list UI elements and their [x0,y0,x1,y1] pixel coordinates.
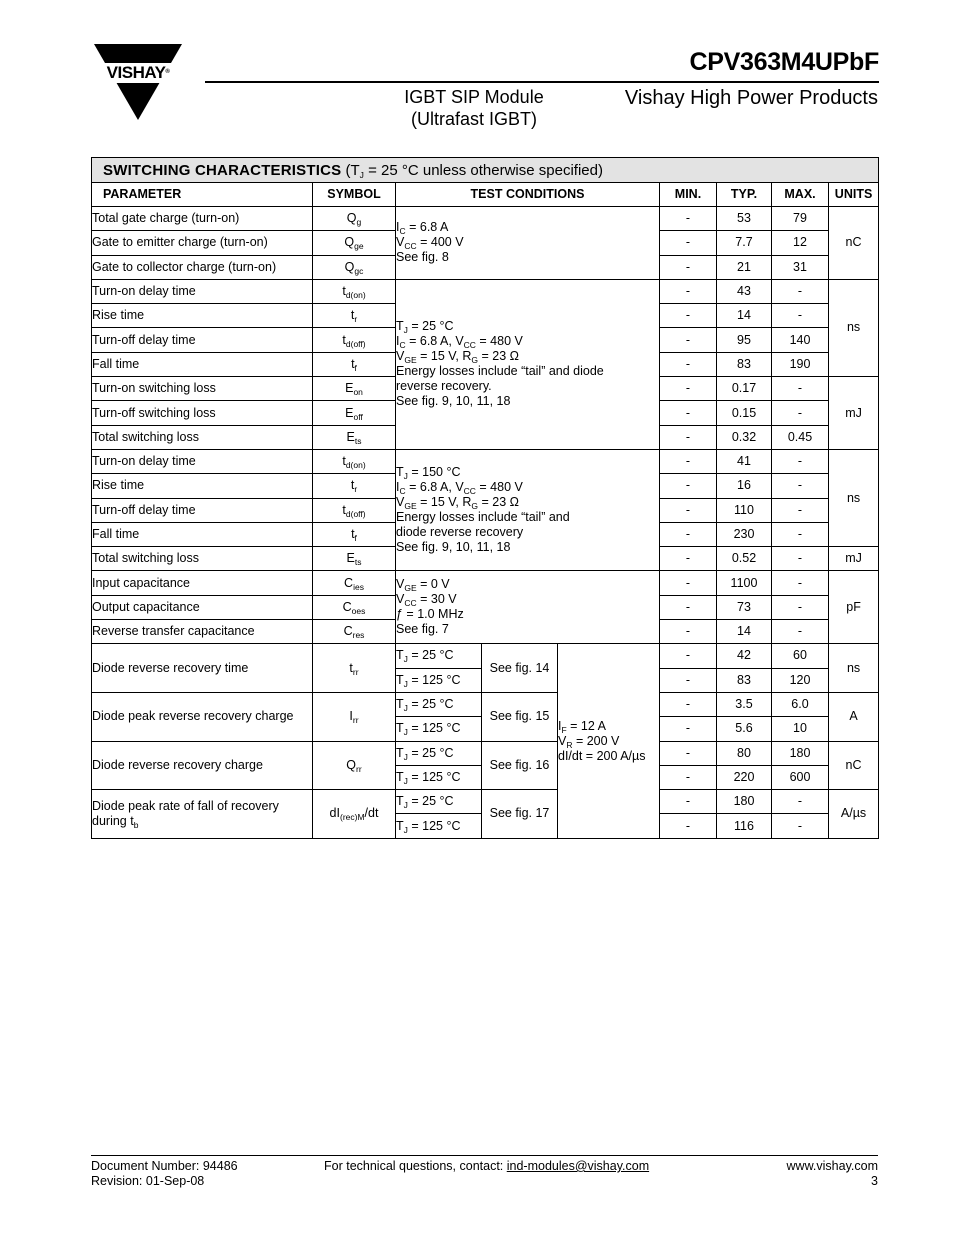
vishay-logo [92,44,184,120]
symbol-cell: $t_r$ [313,474,396,498]
max-cell: - [772,377,829,401]
min-cell: - [660,595,717,619]
typ-cell: 5.6 [717,717,772,741]
max-cell: 79 [772,207,829,231]
min-cell: - [660,255,717,279]
condition-tj: $T_J = 125$ °C [396,765,482,789]
revision: Revision: 01-Sep-08 [91,1174,205,1188]
max-cell: 140 [772,328,829,352]
symbol-cell: $E_{off}$ [313,401,396,425]
registered-mark: ® [165,69,170,75]
max-cell: - [772,401,829,425]
parameter-cell: Total switching loss [92,547,313,571]
parameter-cell: Gate to emitter charge (turn-on) [92,231,313,255]
parameter-cell: Rise time [92,474,313,498]
typ-cell: 80 [717,741,772,765]
parameter-cell: Output capacitance [92,595,313,619]
test-conditions-switching-150c: $T_J = 150$ °C $I_C = 6.8$ A, $V_{CC} = 480$ V $V_{GE} = 15$ V, $R_G = 23$ Ω Energy losses include “tail” and diode reverse recovery See fig. 9, 10, 11, 18 [396,449,660,570]
max-cell: - [772,571,829,595]
min-cell: - [660,425,717,449]
footer-contact [324,1159,649,1174]
symbol-cell: $dI_{(rec)M}/dt$ [313,790,396,839]
max-cell: 31 [772,255,829,279]
table-row [92,741,879,765]
units-cell: ns [829,449,879,546]
min-cell: - [660,692,717,716]
subtitle-line-2: (Ultrafast IGBT) [410,109,537,129]
min-cell: - [660,328,717,352]
footer-site-info [787,1159,878,1189]
typ-cell: 1100 [717,571,772,595]
parameter-cell: Turn-off delay time [92,328,313,352]
typ-cell: 21 [717,255,772,279]
table-header-row [92,183,879,207]
condition-tj: $T_J = 25$ °C [396,741,482,765]
symbol-cell: $C_{res}$ [313,620,396,644]
max-cell: - [772,595,829,619]
table-row [92,207,879,231]
condition-figure-ref: See fig. 14 [482,644,558,693]
test-conditions-capacitance: $V_{GE} = 0$ V $V_{CC} = 30$ V ƒ = 1.0 MHz See fig. 7 [396,571,660,644]
typ-cell: 110 [717,498,772,522]
symbol-cell: $t_f$ [313,352,396,376]
col-header-max: MAX. [772,183,829,207]
max-cell: 180 [772,741,829,765]
max-cell: 190 [772,352,829,376]
switching-characteristics-table [91,157,879,839]
parameter-cell: Turn-on switching loss [92,377,313,401]
units-cell: mJ [829,377,879,450]
footer-rule [91,1155,878,1156]
typ-cell: 41 [717,449,772,473]
footer-document-info [91,1159,238,1189]
condition-tj: $T_J = 125$ °C [396,717,482,741]
min-cell: - [660,231,717,255]
condition-tj: $T_J = 125$ °C [396,668,482,692]
typ-cell: 95 [717,328,772,352]
symbol-cell: $t_r$ [313,304,396,328]
min-cell: - [660,644,717,668]
min-cell: - [660,449,717,473]
min-cell: - [660,207,717,231]
parameter-cell: Diode peak reverse recovery charge [92,692,313,741]
document-number: Document Number: 94486 [91,1159,238,1173]
min-cell: - [660,352,717,376]
symbol-cell: $E_{on}$ [313,377,396,401]
part-number: CPV363M4UPbF [689,48,879,76]
min-cell: - [660,620,717,644]
typ-cell: 43 [717,279,772,303]
parameter-cell: Input capacitance [92,571,313,595]
typ-cell: 116 [717,814,772,838]
symbol-cell: $t_{d(off)}$ [313,328,396,352]
table-row [92,692,879,716]
typ-cell: 0.17 [717,377,772,401]
typ-cell: 0.52 [717,547,772,571]
parameter-cell: Total gate charge (turn-on) [92,207,313,231]
brand-name: Vishay High Power Products [624,87,878,109]
parameter-cell: Reverse transfer capacitance [92,620,313,644]
table-row [92,449,879,473]
min-cell: - [660,377,717,401]
website-link[interactable]: www.vishay.com [786,1159,878,1173]
symbol-cell: $t_{d(on)}$ [313,279,396,303]
symbol-cell: $C_{oes}$ [313,595,396,619]
units-cell: pF [829,571,879,644]
table-row [92,571,879,595]
parameter-cell: Diode peak rate of fall of recovery during $t_b$ [92,790,313,839]
typ-cell: 53 [717,207,772,231]
max-cell: 600 [772,765,829,789]
min-cell: - [660,571,717,595]
typ-cell: 16 [717,474,772,498]
condition-tj: $T_J = 125$ °C [396,814,482,838]
test-conditions-gate-charge: $I_C = 6.8$ A $V_{CC} = 400$ V See fig. 8 [396,207,660,280]
max-cell: 120 [772,668,829,692]
min-cell: - [660,668,717,692]
max-cell: 6.0 [772,692,829,716]
col-header-parameter: PARAMETER [92,183,313,207]
symbol-cell: $Q_{gc}$ [313,255,396,279]
parameter-cell: Diode reverse recovery charge [92,741,313,790]
contact-label: For technical questions, contact: [324,1159,507,1173]
units-cell: mJ [829,547,879,571]
units-cell: A/µs [829,790,879,839]
table-row [92,279,879,303]
condition-tj: $T_J = 25$ °C [396,692,482,716]
min-cell: - [660,741,717,765]
typ-cell: 0.32 [717,425,772,449]
col-header-test-conditions: TEST CONDITIONS [396,183,660,207]
parameter-cell: Fall time [92,522,313,546]
max-cell: 12 [772,231,829,255]
min-cell: - [660,814,717,838]
min-cell: - [660,304,717,328]
parameter-cell: Gate to collector charge (turn-on) [92,255,313,279]
max-cell: - [772,498,829,522]
typ-cell: 83 [717,352,772,376]
min-cell: - [660,474,717,498]
parameter-cell: Turn-on delay time [92,279,313,303]
symbol-cell: $E_{ts}$ [313,425,396,449]
condition-figure-ref: See fig. 17 [482,790,558,839]
symbol-cell: $Q_{rr}$ [313,741,396,790]
min-cell: - [660,790,717,814]
col-header-typ: TYP. [717,183,772,207]
parameter-cell: Turn-off switching loss [92,401,313,425]
parameter-cell: Diode reverse recovery time [92,644,313,693]
table-row [92,644,879,668]
symbol-cell: $I_{rr}$ [313,692,396,741]
max-cell: 60 [772,644,829,668]
col-header-symbol: SYMBOL [313,183,396,207]
typ-cell: 7.7 [717,231,772,255]
min-cell: - [660,522,717,546]
condition-tj: $T_J = 25$ °C [396,644,482,668]
test-conditions-switching-25c: $T_J = 25$ °C $I_C = 6.8$ A, $V_{CC} = 480$ V $V_{GE} = 15$ V, $R_G = 23$ Ω Energy losses include “tail” and diode reverse recovery. See fig. 9, 10, 11, 18 [396,279,660,449]
contact-email-link[interactable]: ind-modules@vishay.com [506,1159,650,1173]
symbol-cell: $t_{d(off)}$ [313,498,396,522]
symbol-cell: $t_f$ [313,522,396,546]
typ-cell: 42 [717,644,772,668]
units-cell: nC [829,741,879,790]
typ-cell: 0.15 [717,401,772,425]
units-cell: ns [829,644,879,693]
parameter-cell: Turn-on delay time [92,449,313,473]
symbol-cell: $Q_g$ [313,207,396,231]
document-subtitle [392,86,556,130]
max-cell: - [772,449,829,473]
min-cell: - [660,765,717,789]
page-number: 3 [871,1174,878,1188]
symbol-cell: $t_{rr}$ [313,644,396,693]
max-cell: 0.45 [772,425,829,449]
min-cell: - [660,717,717,741]
symbol-cell: $Q_{ge}$ [313,231,396,255]
typ-cell: 180 [717,790,772,814]
col-header-min: MIN. [660,183,717,207]
max-cell: - [772,620,829,644]
max-cell: - [772,814,829,838]
test-conditions-diode: $I_F = 12$ A $V_R = 200$ V dI/dt = 200 A/µs [558,644,660,838]
min-cell: - [660,498,717,522]
col-header-units: UNITS [829,183,879,207]
table-row [92,790,879,814]
condition-figure-ref: See fig. 16 [482,741,558,790]
typ-cell: 220 [717,765,772,789]
subtitle-line-1: IGBT SIP Module [404,87,544,107]
typ-cell: 14 [717,304,772,328]
units-cell: nC [829,207,879,280]
max-cell: - [772,522,829,546]
typ-cell: 3.5 [717,692,772,716]
max-cell: - [772,474,829,498]
header-rule [205,81,879,83]
parameter-cell: Fall time [92,352,313,376]
parameter-cell: Rise time [92,304,313,328]
parameter-cell: Total switching loss [92,425,313,449]
max-cell: - [772,304,829,328]
typ-cell: 73 [717,595,772,619]
logo-wordmark: VISHAY® [106,63,170,82]
max-cell: - [772,279,829,303]
vishay-triangle-icon [92,44,184,120]
table-title: SWITCHING CHARACTERISTICS ($T_J = 25$ °C unless otherwise specified) [92,158,879,183]
units-cell: ns [829,279,879,376]
symbol-cell: $C_{ies}$ [313,571,396,595]
max-cell: 10 [772,717,829,741]
min-cell: - [660,279,717,303]
typ-cell: 230 [717,522,772,546]
condition-tj: $T_J = 25$ °C [396,790,482,814]
min-cell: - [660,401,717,425]
parameter-cell: Turn-off delay time [92,498,313,522]
min-cell: - [660,547,717,571]
units-cell: A [829,692,879,741]
condition-figure-ref: See fig. 15 [482,692,558,741]
max-cell: - [772,790,829,814]
symbol-cell: $E_{ts}$ [313,547,396,571]
symbol-cell: $t_{d(on)}$ [313,449,396,473]
max-cell: - [772,547,829,571]
typ-cell: 14 [717,620,772,644]
typ-cell: 83 [717,668,772,692]
